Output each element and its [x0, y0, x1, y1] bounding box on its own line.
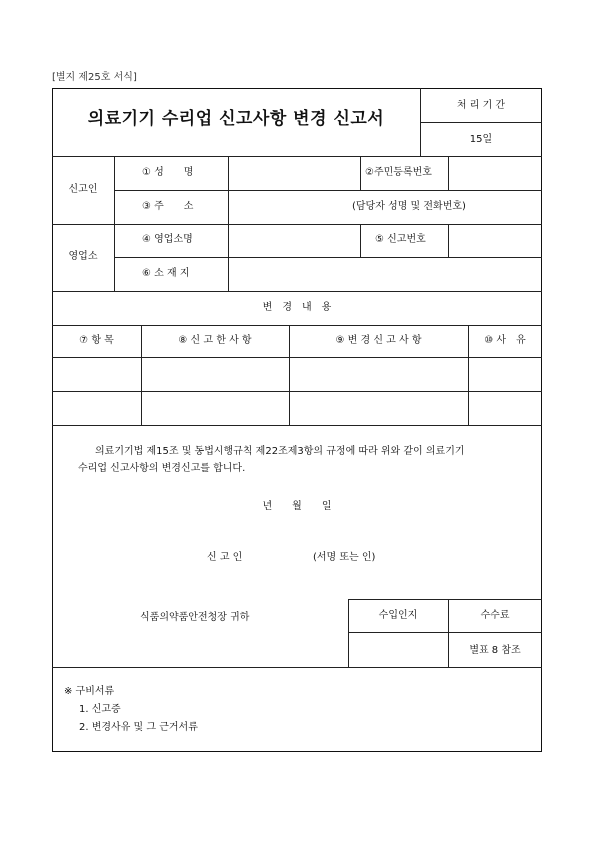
- row2-item-cell[interactable]: [53, 392, 140, 424]
- resident-number-label: ②주민등록번호: [365, 167, 432, 178]
- signer-name-field[interactable]: [252, 548, 308, 566]
- business-name-label: ④ 영업소명: [142, 234, 193, 245]
- rule-fee-top: [348, 599, 542, 600]
- statement-line-2: 수리업 신고사항의 변경신고를 합니다.: [78, 463, 246, 474]
- column-item: ⑦ 항 목: [79, 335, 114, 346]
- rule-fee-bottom: [52, 667, 542, 668]
- column-changed: ⑨ 변 경 신 고 사 항: [335, 335, 422, 346]
- processing-value: 15일: [469, 134, 493, 145]
- row2-reported-cell[interactable]: [142, 392, 288, 424]
- signer-label: 신 고 인: [207, 552, 243, 563]
- attachment-item: 2. 변경사유 및 그 근거서류: [79, 722, 198, 733]
- resident-number-field[interactable]: [449, 157, 541, 189]
- row1-changed-cell[interactable]: [290, 358, 467, 390]
- row1-reason-cell[interactable]: [469, 358, 541, 390]
- applicant-section-label: 신고인: [68, 184, 98, 195]
- rule-label-col: [114, 156, 115, 291]
- stamp-area[interactable]: [349, 633, 447, 666]
- column-reported: ⑧ 신 고 한 사 항: [178, 335, 252, 346]
- form-title: 의료기기 수리업 신고사항 변경 신고서: [87, 109, 385, 129]
- report-date: 년 월 일: [262, 501, 332, 512]
- changes-header: 변 경 내 용: [262, 302, 332, 313]
- row2-changed-cell[interactable]: [290, 392, 467, 424]
- business-section-label: 영업소: [68, 251, 98, 262]
- rule-processing: [420, 122, 542, 123]
- row1-reported-cell[interactable]: [142, 358, 288, 390]
- location-label: ⑥ 소 재 지: [142, 268, 190, 279]
- report-number-label: ⑤ 신고번호: [375, 234, 426, 245]
- rule-reportno-left: [360, 224, 361, 257]
- row1-item-cell[interactable]: [53, 358, 140, 390]
- column-reason: ⑩ 사 유: [484, 335, 526, 346]
- attachments-heading: ※ 구비서류: [64, 686, 115, 697]
- statement-line-1: 의료기기법 제15조 및 동법시행규칙 제22조제3항의 규정에 따라 위와 같이 의료기기: [95, 446, 465, 457]
- report-number-field[interactable]: [449, 225, 541, 256]
- name-label: ① 성 명: [142, 167, 194, 178]
- stamp-label: 수입인지: [378, 610, 418, 621]
- recipient: 식품의약품안전청장 귀하: [140, 612, 250, 623]
- name-field[interactable]: [229, 157, 359, 189]
- fee-value: 별표 8 참조: [469, 645, 521, 656]
- form-number: [별지 제25호 서식]: [52, 72, 137, 83]
- processing-label: 처 리 기 간: [456, 100, 506, 111]
- contact-note: (담당자 성명 및 전화번호): [352, 201, 466, 212]
- rule-resident-left: [360, 156, 361, 190]
- fee-label: 수수료: [480, 610, 510, 621]
- business-name-field[interactable]: [229, 225, 359, 256]
- rule-table-bottom: [52, 425, 542, 426]
- address-label: ③ 주 소: [142, 201, 194, 212]
- location-field[interactable]: [229, 258, 541, 290]
- row2-reason-cell[interactable]: [469, 392, 541, 424]
- signature-note: (서명 또는 인): [313, 552, 376, 563]
- attachment-item: 1. 신고증: [79, 704, 121, 715]
- rule-business-bottom: [52, 291, 542, 292]
